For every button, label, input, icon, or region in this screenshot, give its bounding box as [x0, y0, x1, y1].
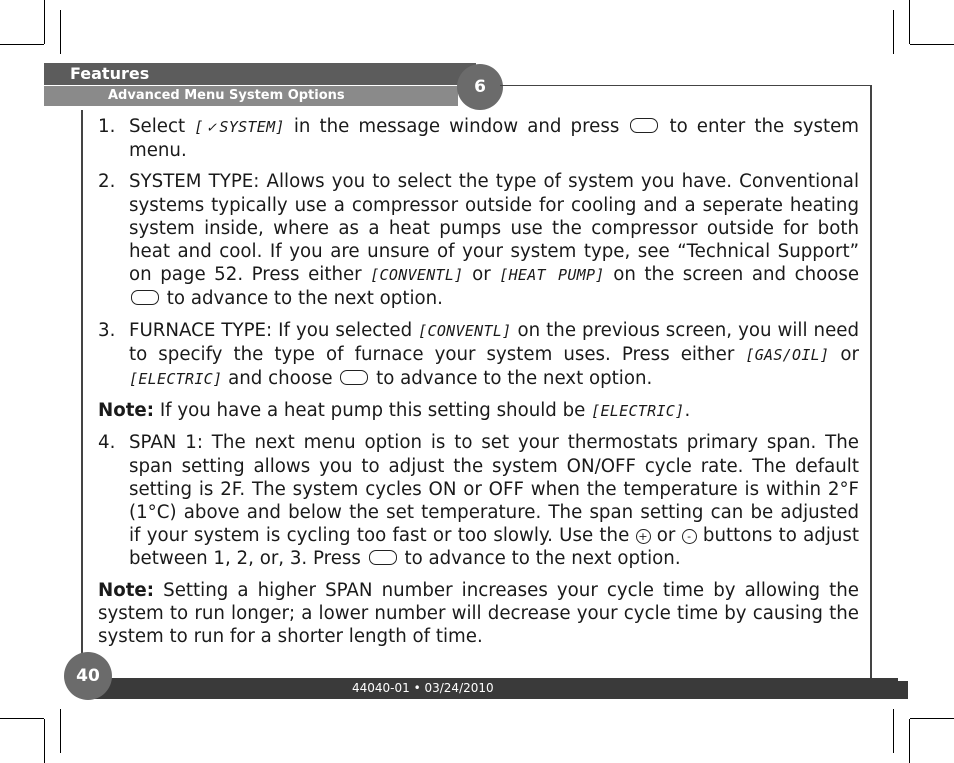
- body-text: to advance to the next option.: [398, 548, 681, 570]
- body-text: to advance to the next option.: [161, 288, 443, 310]
- display-label: [✓SYSTEM]: [194, 118, 285, 136]
- body-text: or: [829, 343, 859, 365]
- body-text: to enter the system menu.: [129, 116, 860, 162]
- instruction-step: [98, 170, 859, 310]
- display-label: [CONVENTL]: [370, 266, 464, 285]
- crop-mark: [893, 10, 894, 54]
- note-label: Note:: [98, 579, 155, 601]
- crop-mark: [893, 709, 894, 753]
- footer-bar-tab: [898, 681, 908, 699]
- body-text: Setting a higher SPAN number increases your cycle time by allowing the system to run longer; a lower number will decrease your cycle time by causing the system to run for a shorter length of time.: [98, 579, 859, 648]
- next-button-icon: [340, 370, 368, 385]
- plus-button-icon: +: [636, 529, 651, 544]
- body-text: SPAN 1: The next menu option is to set your thermostats primary span. The span setting allows you to adjust the system ON/OFF cycle rate. The default setting is 2F. The system cycles ON or OFF when the temperature is within 2°F (1°C) above and below the set temperature. The span setting can be adjusted if your system is cycling too fast or too slowly. Use the: [129, 432, 859, 547]
- minus-button-icon: -: [682, 529, 697, 544]
- step-number: 3.: [98, 319, 116, 341]
- instruction-step: [98, 115, 859, 162]
- body-text: and choose: [222, 368, 339, 390]
- page-number-badge: 40: [64, 652, 112, 700]
- crop-mark: [909, 719, 910, 763]
- next-button-icon: [369, 550, 397, 565]
- display-label: [HEAT PUMP]: [499, 266, 605, 285]
- chapter-number-badge: 6: [457, 64, 503, 110]
- crop-mark: [44, 0, 45, 44]
- step-number: 1.: [98, 116, 116, 137]
- crop-mark: [0, 44, 44, 45]
- body-text: SYSTEM TYPE: Allows you to select the type of system you have. Conventional systems typically use a compressor outside for cooling and a seperate heating system inside, where as a heat pumps use the compressor outside for both heat and cool. If you are unsure of your system type, see “Technical Support” on page 52. Press either: [129, 171, 859, 286]
- display-label: [CONVENTL]: [418, 321, 512, 340]
- body-text: to advance to the next option.: [370, 368, 653, 390]
- body-text: Select: [129, 116, 195, 137]
- body-text: or: [650, 525, 682, 547]
- instructions-content: [98, 115, 859, 656]
- next-button-icon: [131, 290, 159, 305]
- body-text: in the message window and press: [284, 116, 629, 137]
- display-label: [GAS/OIL]: [745, 345, 830, 364]
- frame-line-right: [870, 85, 872, 678]
- crop-mark: [909, 0, 910, 44]
- subsection-title: Advanced Menu System Options: [108, 88, 345, 103]
- crop-mark: [910, 44, 954, 45]
- note-label: Note:: [98, 400, 155, 422]
- note-paragraph: [98, 399, 859, 423]
- frame-line-left: [81, 110, 83, 655]
- body-text: buttons to adjust between 1, 2, or, 3. Press: [129, 525, 860, 570]
- body-text: or: [463, 264, 500, 286]
- crop-mark: [44, 719, 45, 763]
- instruction-step: [98, 319, 859, 392]
- body-text: FURNACE TYPE: If you selected: [129, 319, 419, 341]
- crop-mark: [910, 718, 954, 719]
- display-label: [ELECTRIC]: [129, 370, 223, 389]
- crop-mark: [0, 718, 44, 719]
- next-button-icon: [630, 118, 658, 133]
- instruction-step: [98, 431, 859, 570]
- footer-doc-info: 44040-01 • 03/24/2010: [352, 681, 494, 695]
- note-paragraph: [98, 579, 859, 649]
- display-label: [ELECTRIC]: [591, 402, 685, 421]
- frame-line-top: [500, 85, 871, 86]
- step-number: 4.: [98, 432, 116, 454]
- body-text: If you have a heat pump this setting should be: [154, 400, 592, 422]
- crop-mark: [60, 10, 61, 54]
- crop-mark: [60, 709, 61, 753]
- step-number: 2.: [98, 171, 116, 193]
- section-title: Features: [70, 64, 150, 83]
- body-text: .: [684, 400, 691, 422]
- body-text: on the screen and choose: [604, 264, 860, 286]
- body-text: on the previous screen, you will need to specify the type of furnace your system uses. Press either: [129, 319, 859, 365]
